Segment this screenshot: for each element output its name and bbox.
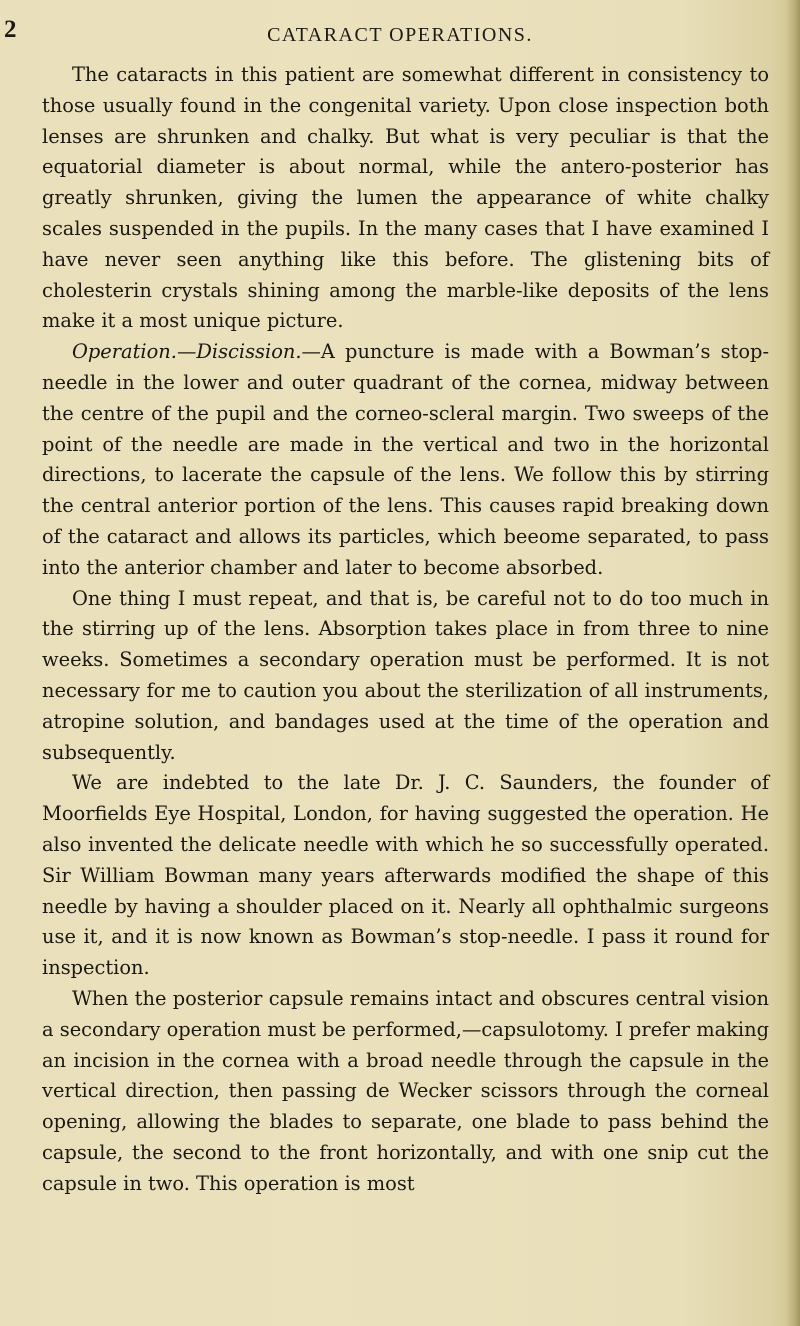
paragraph-2 [42,337,769,583]
heading-dash: — [176,340,197,364]
body-text [42,60,769,1199]
paragraph-4: We are indebted to the late Dr. J. C. Saunders, the founder of Moorfields Eye Hospital, London, for having suggested the operation. He also invented the delicate needle with which he so successfully operated. Sir William Bowman many years afterwards modified the shape of this needle by having a shoulder placed on it. Nearly all ophthalmic surgeons use it, and it is now known as Bowman’s stop-needle. I pass it round for inspection. [42,771,769,980]
page-number: 2 [4,16,17,43]
paragraph-1: The cataracts in this patient are somewhat different in consistency to those usually found in the congenital variety. Upon close inspection both lenses are shrunken and chalky. But what is very peculiar is that the equatorial diameter is about normal, while the antero-posterior has greatly shrunken, giving the lumen the appearance of white chalky scales suspended in the pupils. In the many cases that I have examined I have never seen anything like this before. The glistening bits of cholesterin crystals shining among the marble-like deposits of the lens make it a most unique picture. [42,63,769,333]
running-title: CATARACT OPERATIONS. [267,24,533,46]
paragraph-3: One thing I must repeat, and that is, be careful not to do too much in the stirring up of the lens. Absorption takes place in from three to nine weeks. Sometimes a secondary operation must be performed. It is not necessary for me to caution you about the sterilization of all instruments, atropine solution, and bandages used at the time of the operation and subsequently. [42,586,769,764]
paragraph-5: When the posterior capsule remains intact and obscures central vision a secondary operation must be performed,—capsulotomy. I prefer making an incision in the cornea with a broad needle through the capsule in the vertical direction, then passing de Wecker scissors through the corneal opening, allowing the blades to separate, one blade to pass behind the capsule, the second to the front horizontally, and with one snip cut the capsule in two. This operation is most [42,986,769,1195]
operation-heading: Operation. [72,340,177,364]
page-edge-shadow [786,0,800,1326]
paragraph-2-text: —A puncture is made with a Bowman’s stop-needle in the lower and outer quadrant of the cornea, midway between the centre of the pupil and the corneo-scleral margin. Two sweeps of the point of the needle are made in the vertical and two in the horizontal directions, to lacerate the capsule of the lens. We follow this by stirring the central anterior portion of the lens. This causes rapid breaking down of the cataract and allows its particles, which beeome separated, to pass into the anterior chamber and later to become absorbed. [42,340,769,579]
discission-heading: Discission. [196,340,302,364]
